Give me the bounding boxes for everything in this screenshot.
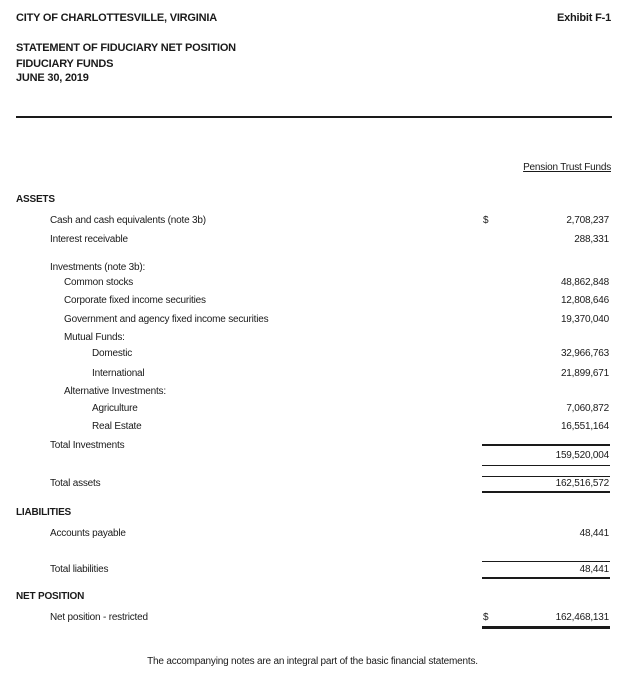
government-label: Government and agency fixed income securities	[64, 314, 269, 325]
total-assets-underline	[482, 491, 610, 493]
net-position-restricted-label: Net position - restricted	[50, 612, 148, 623]
corporate-label: Corporate fixed income securities	[64, 295, 206, 306]
assets-heading: ASSETS	[16, 194, 55, 205]
total-investments-rule	[482, 444, 610, 446]
agriculture-value: 7,060,872	[566, 403, 609, 414]
footer-note: The accompanying notes are an integral part of the basic financial statements.	[147, 656, 478, 667]
net-position-currency: $	[483, 612, 489, 623]
government-value: 19,370,040	[560, 314, 609, 325]
cash-value: 2,708,237	[566, 215, 609, 226]
investments-heading: Investments (note 3b):	[50, 262, 146, 273]
total-investments-label: Total Investments	[50, 440, 125, 451]
alternative-heading: Alternative Investments:	[64, 386, 166, 397]
real-estate-label: Real Estate	[92, 421, 142, 432]
exhibit-label: Exhibit F-1	[556, 12, 611, 24]
common-stocks-label: Common stocks	[64, 277, 134, 288]
common-stocks-value: 48,862,848	[560, 277, 609, 288]
international-label: International	[92, 368, 145, 379]
total-investments-underline	[482, 465, 610, 466]
domestic-value: 32,966,763	[560, 348, 609, 359]
total-assets-topline	[482, 476, 610, 477]
total-liabilities-value: 48,441	[579, 564, 609, 575]
corporate-value: 12,808,646	[560, 295, 609, 306]
mutual-funds-heading: Mutual Funds:	[64, 332, 125, 343]
header-divider	[16, 116, 612, 118]
city-title: CITY OF CHARLOTTESVILLE, VIRGINIA	[16, 12, 217, 24]
date-title: JUNE 30, 2019	[16, 72, 89, 84]
real-estate-value: 16,551,164	[560, 421, 609, 432]
total-liabilities-topline	[482, 561, 610, 562]
total-liabilities-underline	[482, 577, 610, 579]
agriculture-label: Agriculture	[92, 403, 138, 414]
interest-value: 288,331	[574, 234, 609, 245]
international-value: 21,899,671	[560, 368, 609, 379]
total-liabilities-label: Total liabilities	[50, 564, 109, 575]
liabilities-heading: LIABILITIES	[16, 507, 72, 518]
statement-title: STATEMENT OF FIDUCIARY NET POSITION	[16, 42, 236, 54]
domestic-label: Domestic	[92, 348, 133, 359]
accounts-payable-label: Accounts payable	[50, 528, 126, 539]
cash-currency: $	[483, 215, 489, 226]
column-header: Pension Trust Funds	[523, 162, 611, 173]
net-position-double-underline	[482, 626, 610, 629]
net-position-heading: NET POSITION	[16, 591, 85, 602]
fund-type-title: FIDUCIARY FUNDS	[16, 58, 114, 70]
total-assets-label: Total assets	[50, 478, 101, 489]
net-position-restricted-value: 162,468,131	[555, 612, 609, 623]
cash-label: Cash and cash equivalents (note 3b)	[50, 215, 206, 226]
interest-label: Interest receivable	[50, 234, 128, 245]
accounts-payable-value: 48,441	[579, 528, 609, 539]
total-investments-value: 159,520,004	[555, 450, 609, 461]
total-assets-value: 162,516,572	[555, 478, 609, 489]
